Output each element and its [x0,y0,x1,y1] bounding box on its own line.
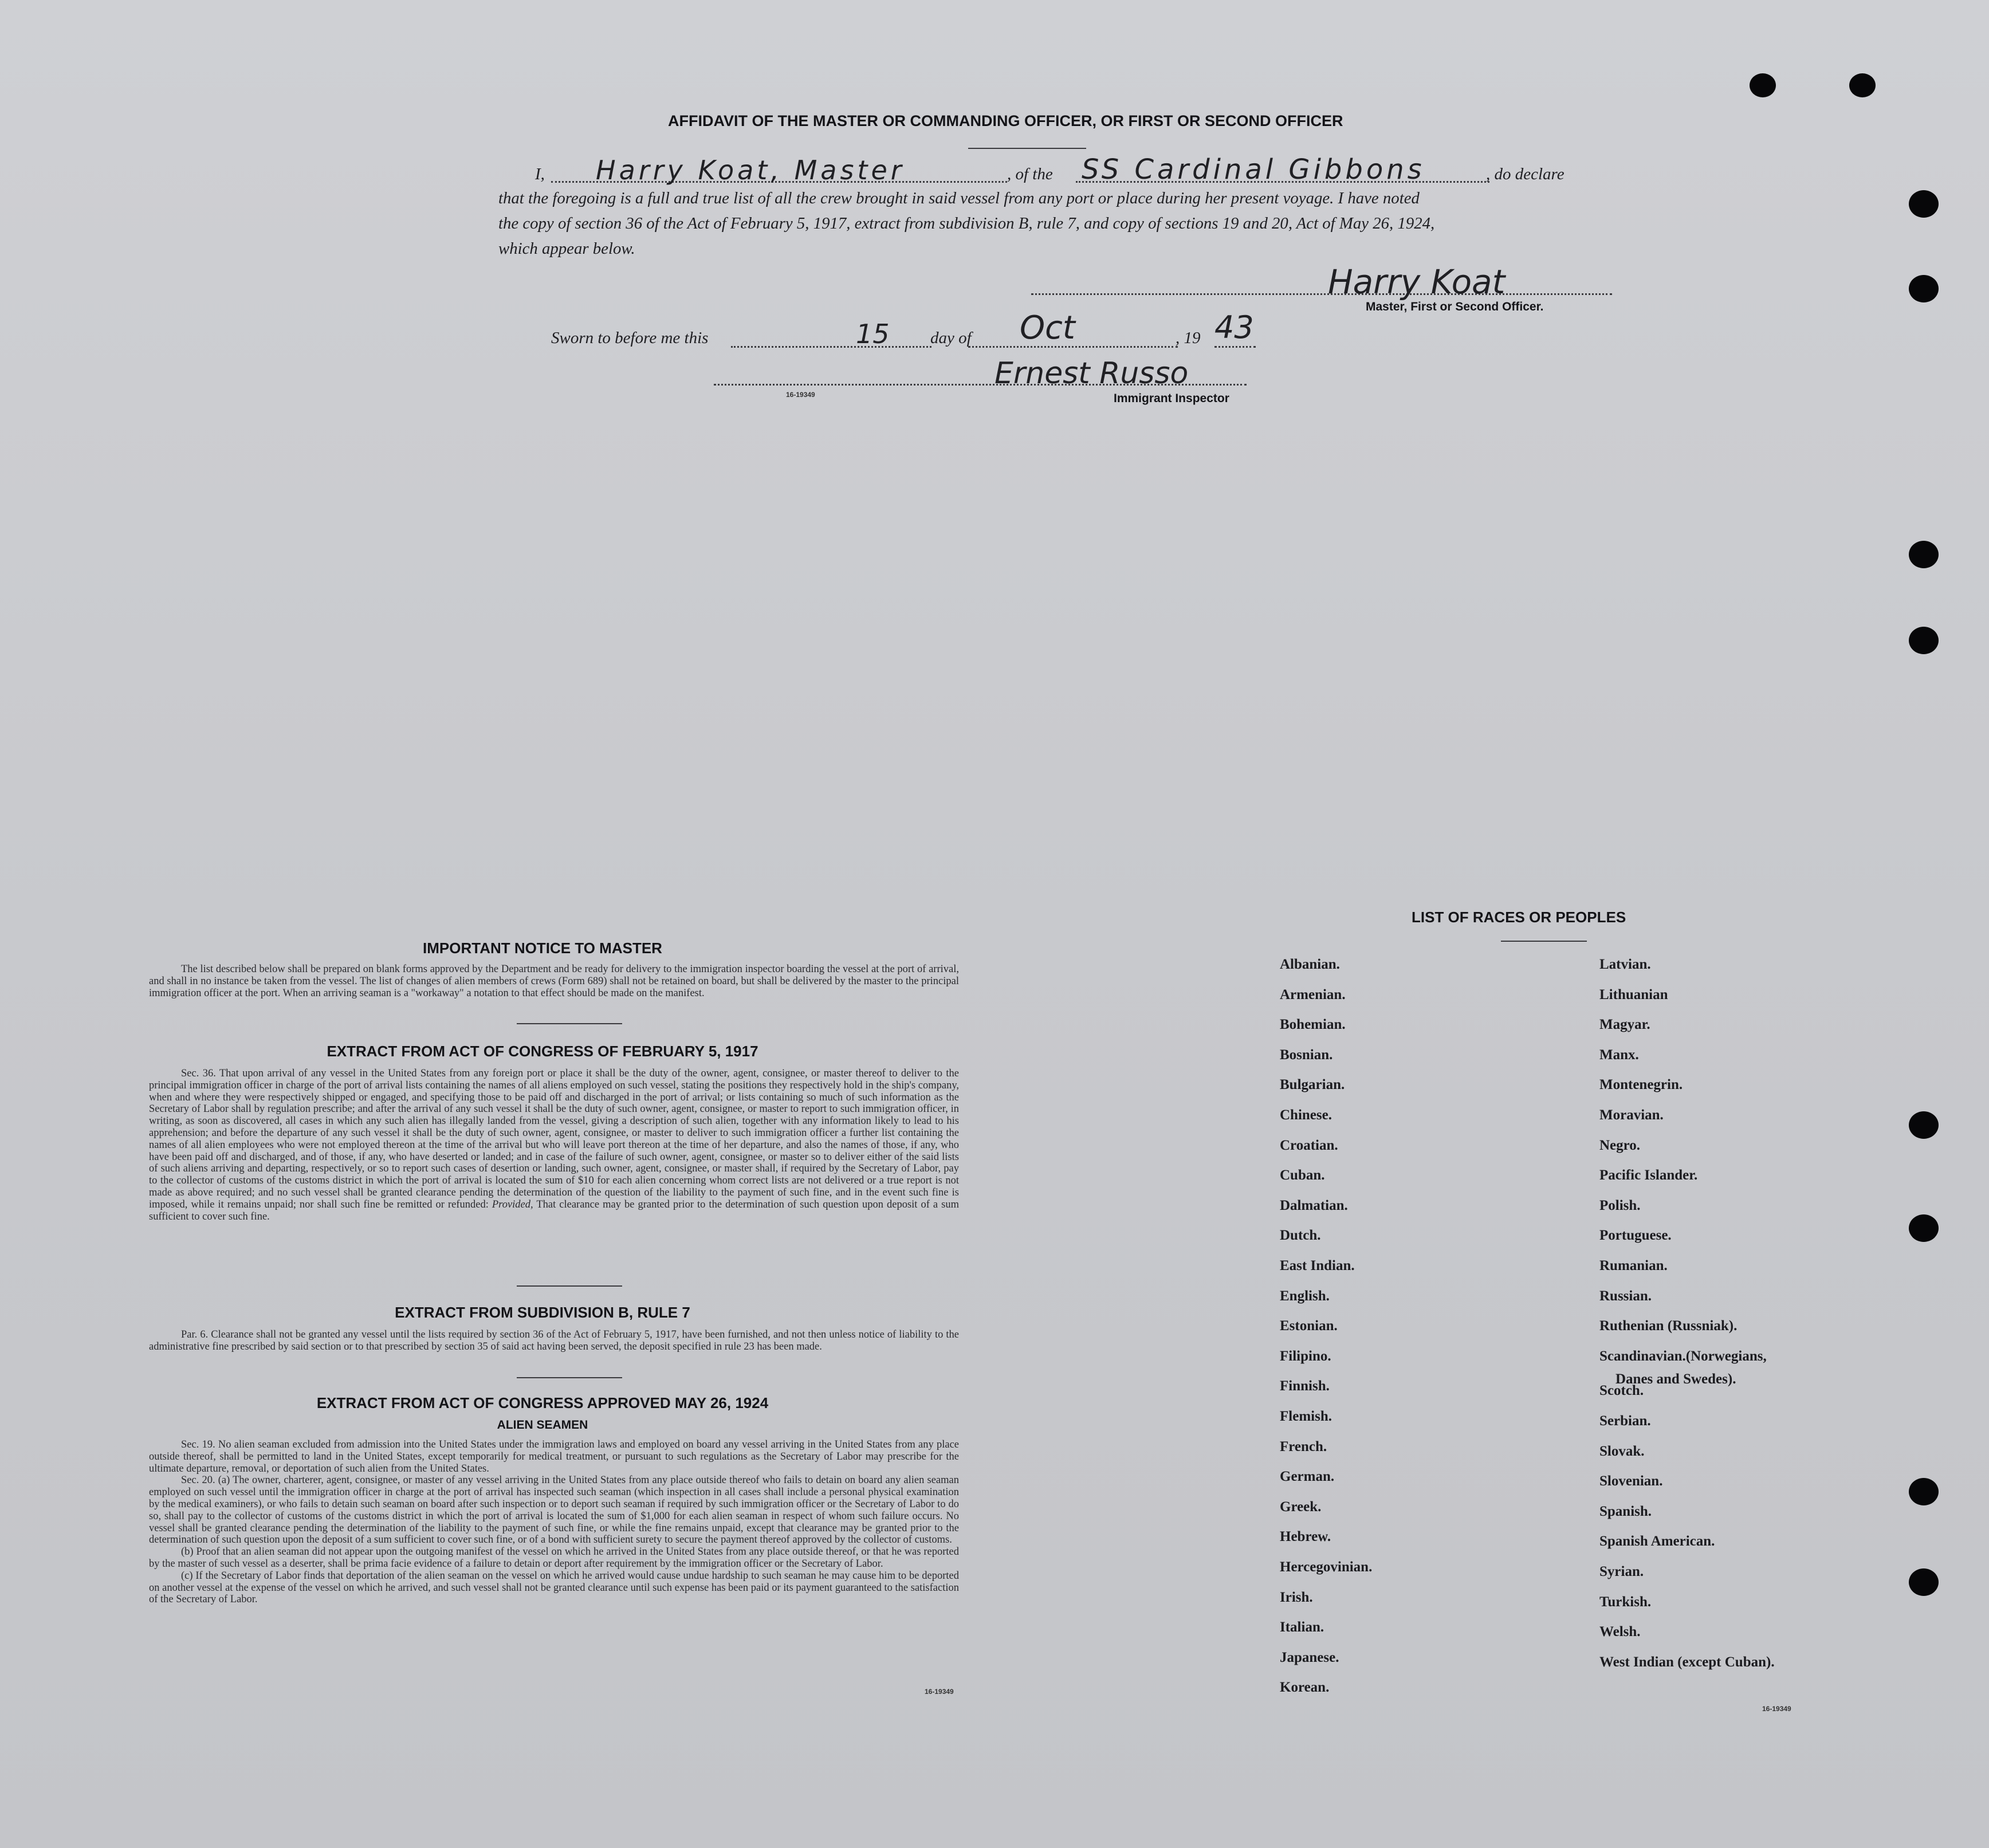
race-item: Bohemian. [1280,1017,1346,1032]
affidavit-body-line2: the copy of section 36 of the Act of February 5, 1917, extract from subdivision B, rule 7, and copy of sections 19 and 20, Act of May 26, 1924, [498,214,1435,233]
punch-hole [1849,73,1876,97]
race-item: Portuguese. [1599,1228,1672,1243]
race-item: Armenian. [1280,987,1346,1002]
punch-hole [1909,627,1939,654]
race-item: Albanian. [1280,957,1340,972]
signature-caption: Master, First or Second Officer. [1366,300,1544,313]
extract-rule7-text [149,1329,959,1353]
notice-paragraph: The list described below shall be prepared on blank forms approved by the Department and be ready for delivery to the immigration inspector boarding the vessel at the port of arrival, and shall in no instance be taken from the vessel. The list of changes of alien members of crews (Form 689) shall not be retained on board, but shall be delivered by the master to the principal immigration officer at the port. When an arriving seaman is a "workaway" a notation to that effect should be made on the manifest. [149,964,959,999]
race-item: Turkish. [1599,1594,1652,1610]
race-item: Magyar. [1599,1017,1650,1032]
extract-1917-body: Sec. 36. That upon arrival of any vessel in the United States from any foreign port or place it shall be the duty of the owner, agent, consignee, or master thereof to deliver to the principal immigration officer in charge of the port of arrival lists containing the names of all aliens employed on such vessel, stating the positions they respectively hold in the ship's company, when and where they were respectively shipped or engaged, and specifying those to be paid off and discharged in the port of arrival; or lists containing so much of such information as the Secretary of Labor shall by regulation prescribe; and after the arrival of any such vessel it shall be the duty of such owner, agent, consignee, or master to report to such immigration officer, in writing, as soon as discovered, all cases in which any such alien has illegally landed from the vessel, giving a description of such alien, together with any information likely to lead to his apprehension; and before the departure of any such vessel it shall be the duty of such owner, agent, consignee, or master to deliver to such immigration officer a further list containing the names of all alien employees who were not employed thereon at the time of the arrival but who will leave port thereon at the time of her departure, and also the names of those, if any, who have been paid off and discharged, and of those, if any, who have deserted or landed; and in case of the failure of such owner, agent, consignee, or master so to deliver either of the said lists of such aliens arriving and departing, respectively, or so to report such cases of desertion or landing, such owner, agent, consignee, or master shall, if required by the Secretary of Labor, pay to the collector of customs of the customs district in which the port of arrival is located the sum of $10 for each alien concerning whom correct lists are not delivered or a true report is not made as above required; and no such vessel shall be granted clearance pending the determination of the question of the liability to the payment of such fine, and in the event such fine is imposed, while it remains unpaid; nor shall such fine be remitted or refunded: [149,1068,959,1210]
race-item: Welsh. [1599,1624,1641,1639]
inspector-caption: Immigrant Inspector [1114,392,1229,405]
race-item: Scotch. [1599,1383,1644,1398]
race-item: Serbian. [1599,1413,1651,1429]
affidavit-form-code: 16-19349 [786,391,815,399]
extract-rule7-paragraph: Par. 6. Clearance shall not be granted any vessel until the lists required by section 36 of the Act of February 5, 1917, have been furnished, and not then unless notice of liability to the administrative fine prescribed by said section or to that prescribed by section 35 of said act having been served, the deposit specified in rule 23 has been made. [149,1329,959,1352]
race-item: Chinese. [1280,1107,1332,1123]
punch-hole [1909,1111,1939,1139]
inspector-signature: Ernest Russo [995,356,1189,391]
race-item: Hercegovinian. [1280,1559,1373,1575]
race-item: Latvian. [1599,957,1651,972]
race-scandinavian-continued: Danes and Swedes). [1615,1371,1736,1387]
day-line [731,346,931,348]
notice-rule [517,1023,622,1024]
sworn-month-field[interactable]: Oct [1020,309,1075,347]
master-name-field[interactable]: Harry Koat, Master [596,155,905,186]
punch-hole [1909,1568,1939,1596]
extract-1917-text [149,1068,959,1222]
race-item: Moravian. [1599,1107,1664,1123]
punch-hole [1909,275,1939,302]
races-title-rule [1501,941,1587,942]
race-item: East Indian. [1280,1258,1355,1273]
notice-title: IMPORTANT NOTICE TO MASTER [423,939,662,957]
extract-form-code: 16-19349 [925,1688,954,1696]
punch-hole [1909,1214,1939,1242]
punch-hole [1909,541,1939,568]
race-item: Spanish American. [1599,1534,1715,1549]
race-item: Hebrew. [1280,1529,1331,1544]
extract-1917-provided: Provided, [492,1198,533,1210]
races-form-code: 16-19349 [1762,1705,1791,1713]
punch-hole [1750,73,1776,97]
extract-1917-rule [517,1285,622,1287]
race-item: Filipino. [1280,1348,1331,1364]
day-of-label: day of [930,329,972,347]
affidavit-body-line1: that the foregoing is a full and true list of all the crew brought in said vessel from any port or place during her present voyage. I have noted [498,189,1420,207]
master-signature: Harry Koat [1328,262,1505,301]
race-item: Slovenian. [1599,1473,1663,1489]
race-item: Italian. [1280,1619,1324,1635]
of-the-label: , of the [1007,165,1053,183]
year-prefix-label: , 19 [1176,329,1201,347]
affidavit-title-rule [968,148,1086,149]
race-item: Syrian. [1599,1564,1644,1579]
extract-1917-body-end: That clearance may be granted prior to the determination of such question upon deposit of a sum sufficient to cover such fine. [149,1198,960,1222]
race-item: Greek. [1280,1499,1322,1515]
punch-hole [1909,1478,1939,1505]
extract-1924-sec20a: Sec. 20. (a) The owner, charterer, agent, consignee, or master of any vessel arriving in the United States from any place outside thereof who fails to detain on board any alien seaman employed on such vessel until the immigration officer in charge at the port of arrival has inspected such seaman (which inspection in all cases shall include a personal physical examination by the medical examiners), or who fails to detain such seaman on board after such inspection or to deport such seaman if required by such immigration officer or the Secretary of Labor to do so, shall pay to the collector of customs of the customs district in which the port of arrival is located the sum of $1,000 for each alien seaman in respect of whom such failure occurs. No vessel shall be granted clearance pending the determination of the liability to the payment of such fine, or while the fine remains unpaid, except that clearance may be granted prior to the determination of such question upon the deposit of a sum sufficient to cover such fine, or of a bond with sufficient surety to secure the payment thereof approved by the collector of customs. [149,1475,959,1546]
extract-rule7-title: EXTRACT FROM SUBDIVISION B, RULE 7 [395,1304,690,1321]
extract-rule7-rule [517,1377,622,1378]
extract-1924-title: EXTRACT FROM ACT OF CONGRESS APPROVED MAY 26, 1924 [316,1394,769,1411]
race-item: Lithuanian [1599,987,1668,1002]
race-item: Polish. [1599,1198,1641,1213]
race-item: Scandinavian.(Norwegians, [1599,1348,1767,1364]
race-item: Spanish. [1599,1504,1652,1519]
race-item: Ruthenian (Russniak). [1599,1318,1738,1334]
race-item: Croatian. [1280,1138,1338,1153]
extract-1924-sec20c: (c) If the Secretary of Labor finds that deportation of the alien seaman on the vessel on which he arrived would cause undue hardship to such seaman he may cause him to be deported on another vessel at the expense of the vessel on which he arrived, and such vessel shall not be granted clearance until such expense has been paid or its payment guaranteed to the satisfaction of the Secretary of Labor. [149,1570,959,1606]
race-item: Russian. [1599,1288,1652,1304]
sworn-label: Sworn to before me this [551,329,709,347]
extract-1917-title: EXTRACT FROM ACT OF CONGRESS OF FEBRUARY 5, 1917 [327,1043,758,1060]
extract-1924-sec19: Sec. 19. No alien seaman excluded from admission into the United States under the immigration laws and employed on board any vessel arriving in the United States from any place outside thereof, shall be permitted to land in the United States, except temporarily for medical treatment, or pursuant to such regulations as the Secretary of Labor may prescribe for the ultimate departure, removal, or deportation of such alien from the United States. [149,1439,959,1475]
race-item: Irish. [1280,1590,1313,1605]
race-item: Dalmatian. [1280,1198,1348,1213]
affidavit-title: AFFIDAVIT OF THE MASTER OR COMMANDING OFFICER, OR FIRST OR SECOND OFFICER [668,112,1343,129]
race-item: Korean. [1280,1680,1330,1695]
race-item: West Indian (except Cuban). [1599,1654,1775,1670]
race-item: Montenegrin. [1599,1077,1683,1092]
race-item: Flemish. [1280,1409,1332,1424]
race-item: Rumanian. [1599,1258,1668,1273]
race-item: Japanese. [1280,1650,1339,1665]
races-title: LIST OF RACES OR PEOPLES [1412,909,1626,926]
extract-1917-paragraph [149,1068,959,1222]
extract-1924-sec20b: (b) Proof that an alien seaman did not appear upon the outgoing manifest of the vessel on which he arrived in the United States from any place outside thereof, or that he was reported by the master of such vessel as a deserter, shall be prima facie evidence of a failure to detain or deport after requirement by the immigration officer or the Secretary of Labor. [149,1546,959,1570]
race-item: Dutch. [1280,1228,1321,1243]
race-item: Bosnian. [1280,1047,1333,1063]
race-item: French. [1280,1439,1327,1454]
race-item: Negro. [1599,1138,1641,1153]
affidavit-i-label: I, [535,165,545,183]
affidavit-body-line3: which appear below. [498,239,635,258]
declare-label: , do declare [1486,165,1565,183]
race-item: Finnish. [1280,1378,1330,1394]
race-item: English. [1280,1288,1330,1304]
race-item: German. [1280,1469,1335,1484]
race-item: Cuban. [1280,1167,1325,1183]
notice-text [149,964,959,999]
sworn-year-field[interactable]: 43 [1214,309,1254,345]
vessel-name-field[interactable]: SS Cardinal Gibbons [1082,154,1425,186]
punch-hole [1909,190,1939,218]
race-item: Pacific Islander. [1599,1167,1698,1183]
race-item: Estonian. [1280,1318,1338,1334]
extract-1924-subtitle: ALIEN SEAMEN [497,1418,588,1432]
signature-line [1031,293,1612,295]
race-item: Bulgarian. [1280,1077,1345,1092]
race-item: Manx. [1599,1047,1639,1063]
extract-1924-text [149,1439,959,1606]
race-item: Slovak. [1599,1444,1645,1459]
sworn-day-field[interactable]: 15 [856,319,890,349]
year-line [1214,346,1256,348]
